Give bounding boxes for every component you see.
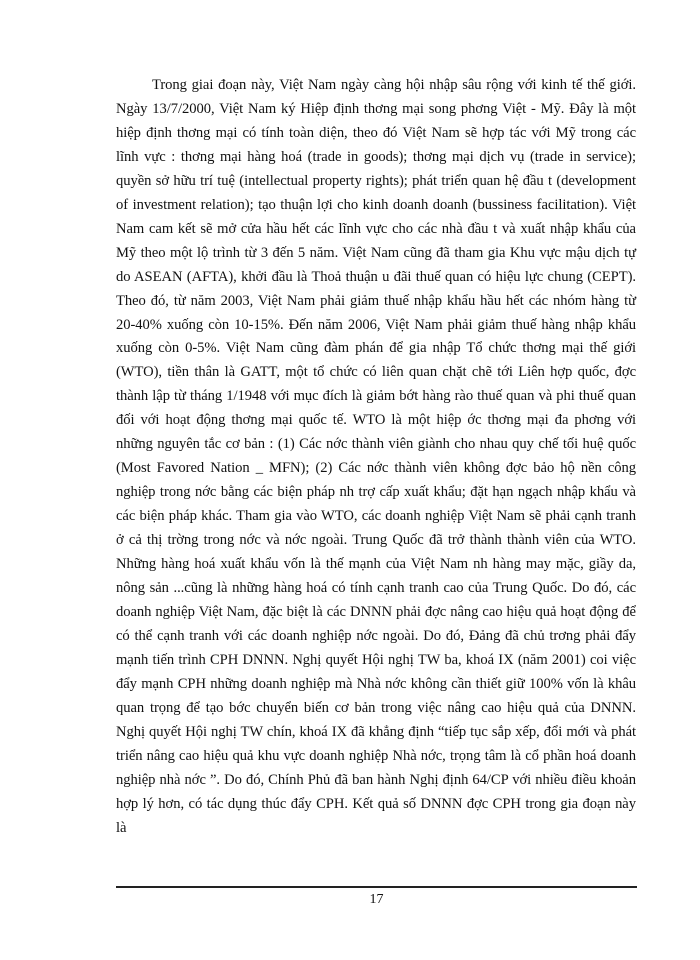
body-paragraph: Trong giai đoạn này, Việt Nam ngày càng hội nhập sâu rộng với kinh tế thế giới. Ngày 13/7/2000, Việt Nam ký Hiệp định thơng mại song phơng Việt - Mỹ. Đây là một hiệp định thơng mại có tính toàn diện, theo đó Việt Nam sẽ hợp tác với Mỹ trong các lĩnh vực : thơng mại hàng hoá (trade in goods); thơng mại dịch vụ (trade in service); quyền sở hữu trí tuệ (intellectual property rights); phát triển quan hệ đầu t (development of investment relation); tạo thuận lợi cho kinh doanh doanh (bussiness facilitation). Việt Nam cam kết sẽ mở cửa hầu hết các lĩnh vực cho các nhà đầu t và xuất nhập khẩu của Mỹ theo một lộ trình từ 3 đến 5 năm. Việt Nam cũng đã tham gia Khu vực mậu dịch tự do ASEAN (AFTA), khởi đầu là Thoả thuận u đãi thuế quan có hiệu lực chung (CEPT). Theo đó, từ năm 2003, Việt Nam phải giảm thuế nhập khẩu hầu hết các nhóm hàng từ 20-40% xuống còn 10-15%. Đến năm 2006, Việt Nam phải giảm thuế hàng nhập khẩu xuống còn 0-5%. Việt Nam cũng đàm phán để gia nhập Tổ chức thơng mại thế giới (WTO), tiền thân là GATT, một tổ chức có liên quan chặt chẽ tới Liên hợp quốc, đợc thành lập từ tháng 1/1948 với mục đích là giảm bớt hàng rào thuế quan và phi thuế quan đối với hoạt động thơng mại quốc tế. WTO là một hiệp ớc thơng mại đa phơng với những nguyên tắc cơ bản : (1) Các nớc thành viên giành cho nhau quy chế tối huệ quốc (Most Favored Nation _ MFN); (2) Các nớc thành viên không đợc bảo hộ nền công nghiệp trong nớc bằng các biện pháp nh trợ cấp xuất khẩu; đặt hạn ngạch nhập khẩu và các biện pháp khác. Tham gia vào WTO, các doanh nghiệp Việt Nam sẽ phải cạnh tranh ở cả thị trờng trong nớc và nớc ngoài. Trung Quốc đã trở thành thành viên của WTO. Những hàng hoá xuất khẩu vốn là thế mạnh của Việt Nam nh hàng may mặc, giầy da, nông sản ...cũng là những hàng hoá có tính cạnh tranh cao của Trung Quốc. Do đó, các doanh nghiệp Việt Nam, đặc biệt là các DNNN phải đợc nâng cao hiệu quả hoạt động để có thể cạnh tranh với các doanh nghiệp nớc ngoài. Do đó, Đảng đã chủ trơng phải đẩy mạnh tiến trình CPH DNNN. Nghị quyết Hội nghị TW ba, khoá IX (năm 2001) coi việc đẩy mạnh CPH những doanh nghiệp mà Nhà nớc không cần thiết giữ 100% vốn là khâu quan trọng để tạo bớc chuyển biến cơ bản trong việc nâng cao hiệu quả của DNNN. Nghị quyết Hội nghị TW chín, khoá IX đã khẳng định “tiếp tục sắp xếp, đổi mới và phát triển nâng cao hiệu quả khu vực doanh nghiệp Nhà nớc, trọng tâm là cổ phần hoá doanh nghiệp nhà nớc ”. Do đó, Chính Phủ đã ban hành Nghị định 64/CP với nhiều điều khoản hợp lý hơn, có tác dụng thúc đẩy CPH. Kết quả số DNNN đợc CPH trong gia đoạn này là: [116, 77, 636, 836]
footer-divider: [116, 886, 637, 888]
page-number: 17: [369, 892, 384, 907]
